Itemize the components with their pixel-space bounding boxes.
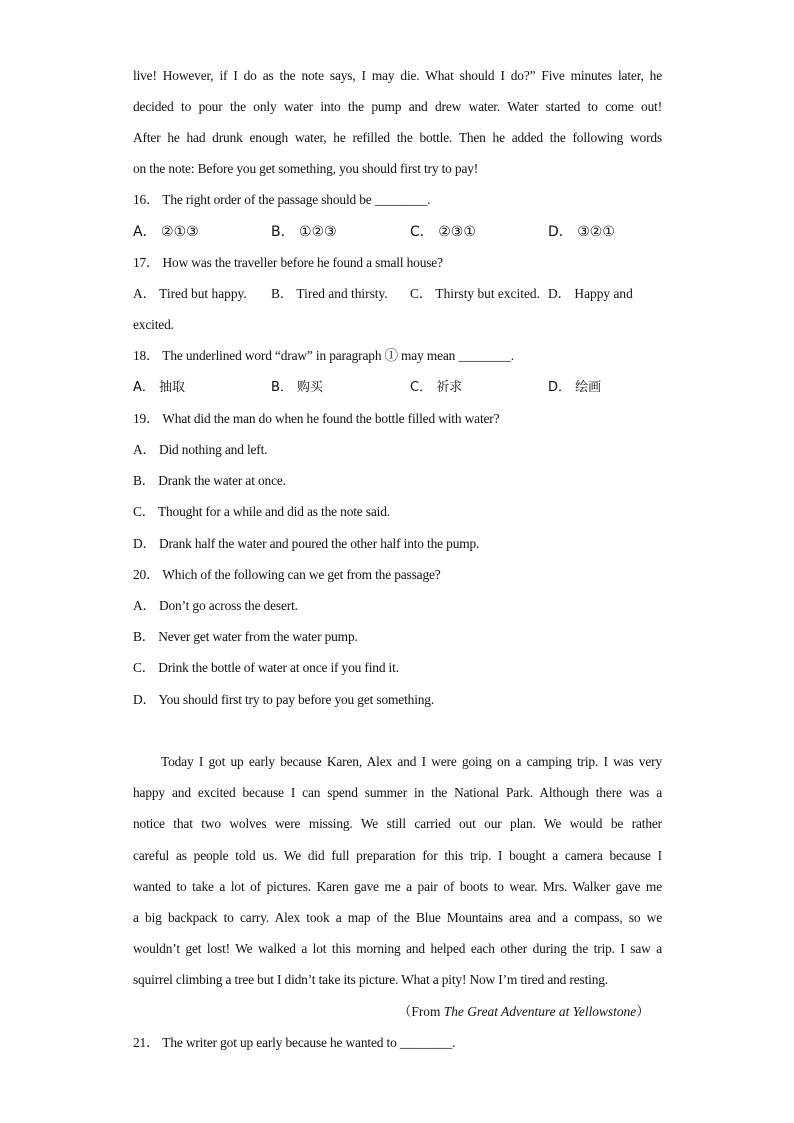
question-20-option-c[interactable]: C． Drink the bottle of water at once if you find it. [133,660,399,675]
question-20-option-b[interactable]: B． Never get water from the water pump. [133,629,358,644]
passage-line: decided to pour the only water into the pump and drew water. Water started to come out! [133,99,662,114]
question-16-option-b[interactable]: B． ①②③ [271,224,337,240]
passage-line: on the note: Before you get something, you should first try to pay! [133,161,479,176]
question-18-option-b[interactable]: B． 购买 [271,380,324,395]
passage-line: careful as people told us. We did full preparation for this trip. I bought a camera because I [133,848,662,863]
question-16-option-c[interactable]: C． ②③① [410,224,476,240]
question-17-option-d-wrap: excited. [133,317,174,332]
passage-line: notice that two wolves were missing. We still carried out our plan. We would be rather [133,816,662,831]
source-prefix: （From [398,1004,444,1019]
question-17-option-d[interactable]: D． Happy and [548,286,633,301]
question-16-option-d[interactable]: D． ③②① [548,224,615,240]
question-17-option-b[interactable]: B． Tired and thirsty. [271,286,388,301]
question-20-stem: 20． Which of the following can we get from the passage? [133,567,441,582]
passage-line: wouldn’t get lost! We walked a lot this morning and helped each other during the trip. I saw a [133,941,662,956]
source-suffix: ） [636,1004,650,1019]
question-18-option-c[interactable]: C． 祈求 [410,380,463,395]
question-16-stem: 16． The right order of the passage should be ________. [133,192,431,207]
question-20-option-a[interactable]: A． Don’t go across the desert. [133,598,298,613]
question-17-option-a[interactable]: A． Tired but happy. [133,286,247,301]
passage-line: live! However, if I do as the note says, I may die. What should I do?” Five minutes later, he [133,68,662,83]
question-18-option-d[interactable]: D． 绘画 [548,380,602,395]
question-16-option-a[interactable]: A． ②①③ [133,224,199,240]
passage-line: After he had drunk enough water, he refilled the bottle. Then he added the following words [133,130,662,145]
question-17-stem: 17． How was the traveller before he found a small house? [133,255,443,270]
passage-line: squirrel climbing a tree but I didn’t take its picture. What a pity! Now I’m tired and resting. [133,972,608,987]
source-title: The Great Adventure at Yellowstone [443,1004,637,1019]
passage-line: Today I got up early because Karen, Alex and I were going on a camping trip. I was very [161,754,662,769]
question-19-option-b[interactable]: B． Drank the water at once. [133,473,286,488]
passage-line: a big backpack to carry. Alex took a map of the Blue Mountains area and a compass, so we [133,910,662,925]
passage-line: happy and excited because I can spend summer in the National Park. Although there was a [133,785,662,800]
passage-line: wanted to take a lot of pictures. Karen gave me a pair of boots to wear. Mrs. Walker gave me [133,879,662,894]
question-19-option-d[interactable]: D． Drank half the water and poured the other half into the pump. [133,536,480,551]
question-19-stem: 19． What did the man do when he found the bottle filled with water? [133,411,500,426]
question-18-stem: 18． The underlined word “draw” in paragraph ① may mean ________. [133,348,514,363]
question-21-stem: 21． The writer got up early because he wanted to ________. [133,1035,456,1050]
question-19-option-c[interactable]: C． Thought for a while and did as the note said. [133,504,390,519]
question-18-option-a[interactable]: A． 抽取 [133,380,186,395]
question-17-option-c[interactable]: C． Thirsty but excited. [410,286,540,301]
question-20-option-d[interactable]: D． You should first try to pay before you get something. [133,692,435,707]
passage-source [398,1003,650,1021]
question-19-option-a[interactable]: A． Did nothing and left. [133,442,268,457]
